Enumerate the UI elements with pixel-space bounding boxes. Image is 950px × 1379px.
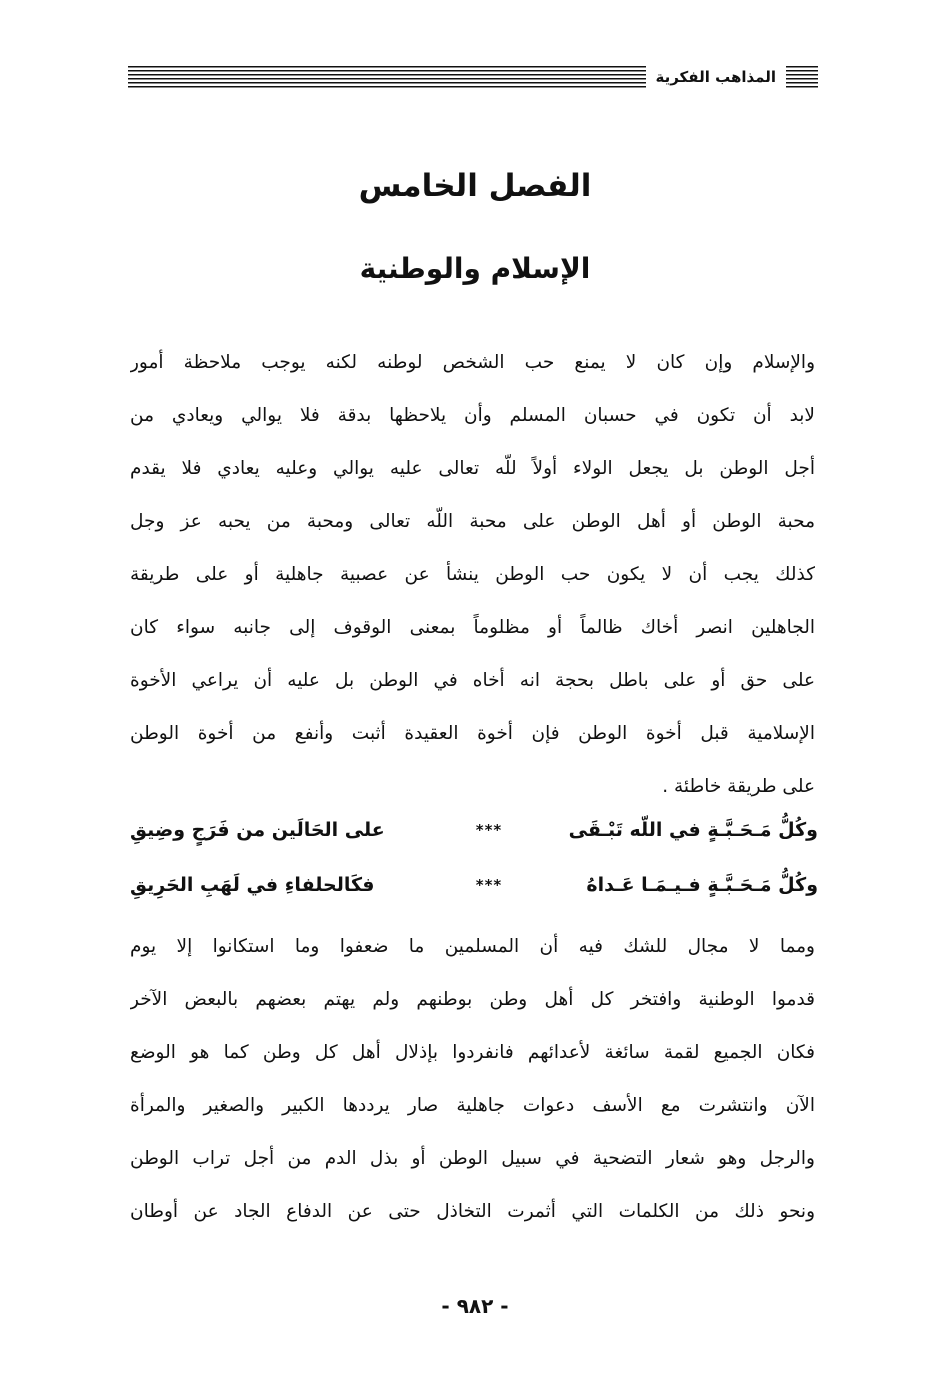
text-line: ومما لا مجال للشك فيه أن المسلمين ما ضعفوا وما استكانوا إلا يوم xyxy=(130,936,815,957)
page-number: - ٩٨٢ - xyxy=(441,1294,509,1318)
verse-second-hemistich: فكَالحلفاءِ في لَهَبِ الحَرِيقِ xyxy=(130,873,375,896)
text-line: فكان الجميع لقمة سائغة لأعدائهم فانفردوا بإذلال أهل كل وطن كما هو الوضع xyxy=(130,1042,815,1063)
verse-second-hemistich: على الحَالَين من فَرَجٍ وضِيقِ xyxy=(130,818,385,841)
text-line: لابد أن تكون في حسبان المسلم وأن يلاحظها بدقة فلا يوالي ويعادي من xyxy=(130,405,815,426)
verse-first-hemistich: وكُلُّ مَـحَـبَّـةٍ فـيـمَـا عَـداهُ xyxy=(586,873,818,896)
text-line: الجاهلين انصر أخاك ظالماً أو مظلوماً بمعنى الوقوف إلى جانبه سواء كان xyxy=(130,617,815,638)
text-line: على طريقة خاطئة . xyxy=(662,776,815,797)
verse-separator: *** xyxy=(475,875,503,894)
text-line: على حق أو على باطل بحجة انه أخاه في الوطن بل عليه أن يراعي الأخوة xyxy=(130,670,815,691)
header-rule xyxy=(128,66,646,88)
paragraph-2 xyxy=(130,920,815,1238)
chapter-title: الفصل الخامس xyxy=(358,168,592,204)
text-line: ونحو ذلك من الكلمات التي أثمرت التخاذل حتى عن الدفاع الجاد عن أوطان xyxy=(130,1201,815,1222)
poem-verse xyxy=(130,802,818,857)
text-line: والإسلام وإن كان لا يمنع حب الشخص لوطنه لكنه يوجب ملاحظة أمور xyxy=(130,352,815,373)
poem-verse xyxy=(130,857,818,912)
verse-separator: *** xyxy=(475,820,503,839)
text-line: الآن وانتشرت مع الأسف دعوات جاهلية صار يرددها الكبير والصغير والمرأة xyxy=(130,1095,815,1116)
paragraph-1 xyxy=(130,336,815,813)
text-line: والرجل وهو شعار التضحية في سبيل الوطن أو بذل الدم من أجل تراب الوطن xyxy=(130,1148,815,1169)
header-lines-icon xyxy=(786,66,818,88)
poem xyxy=(130,802,818,912)
verse-first-hemistich: وكُلُّ مَـحَـبَّـةٍ في اللّه تَبْـقَى xyxy=(568,818,818,841)
text-line: كذلك يجب أن لا يكون حب الوطن ينشأ عن عصبية جاهلية أو على طريقة xyxy=(130,564,815,585)
header-title: المذاهب الفكرية xyxy=(655,68,776,86)
text-line: أجل الوطن بل يجعل الولاء أولاً للّه تعالى عليه يوالي وعليه يعادي فلا يقدم xyxy=(130,458,815,479)
running-header xyxy=(128,62,818,92)
section-title: الإسلام والوطنية xyxy=(359,252,591,285)
text-line: محبة الوطن أو أهل الوطن على محبة اللّه تعالى ومحبة من يحبه عز وجل xyxy=(130,511,815,532)
text-line: قدموا الوطنية وافتخر كل أهل وطن بوطنهم ولم يهتم بعضهم بالبعض الآخر xyxy=(130,989,815,1010)
text-line: الإسلامية قبل أخوة الوطن فإن أخوة العقيدة أثبت وأنفع من أخوة الوطن xyxy=(130,723,815,744)
